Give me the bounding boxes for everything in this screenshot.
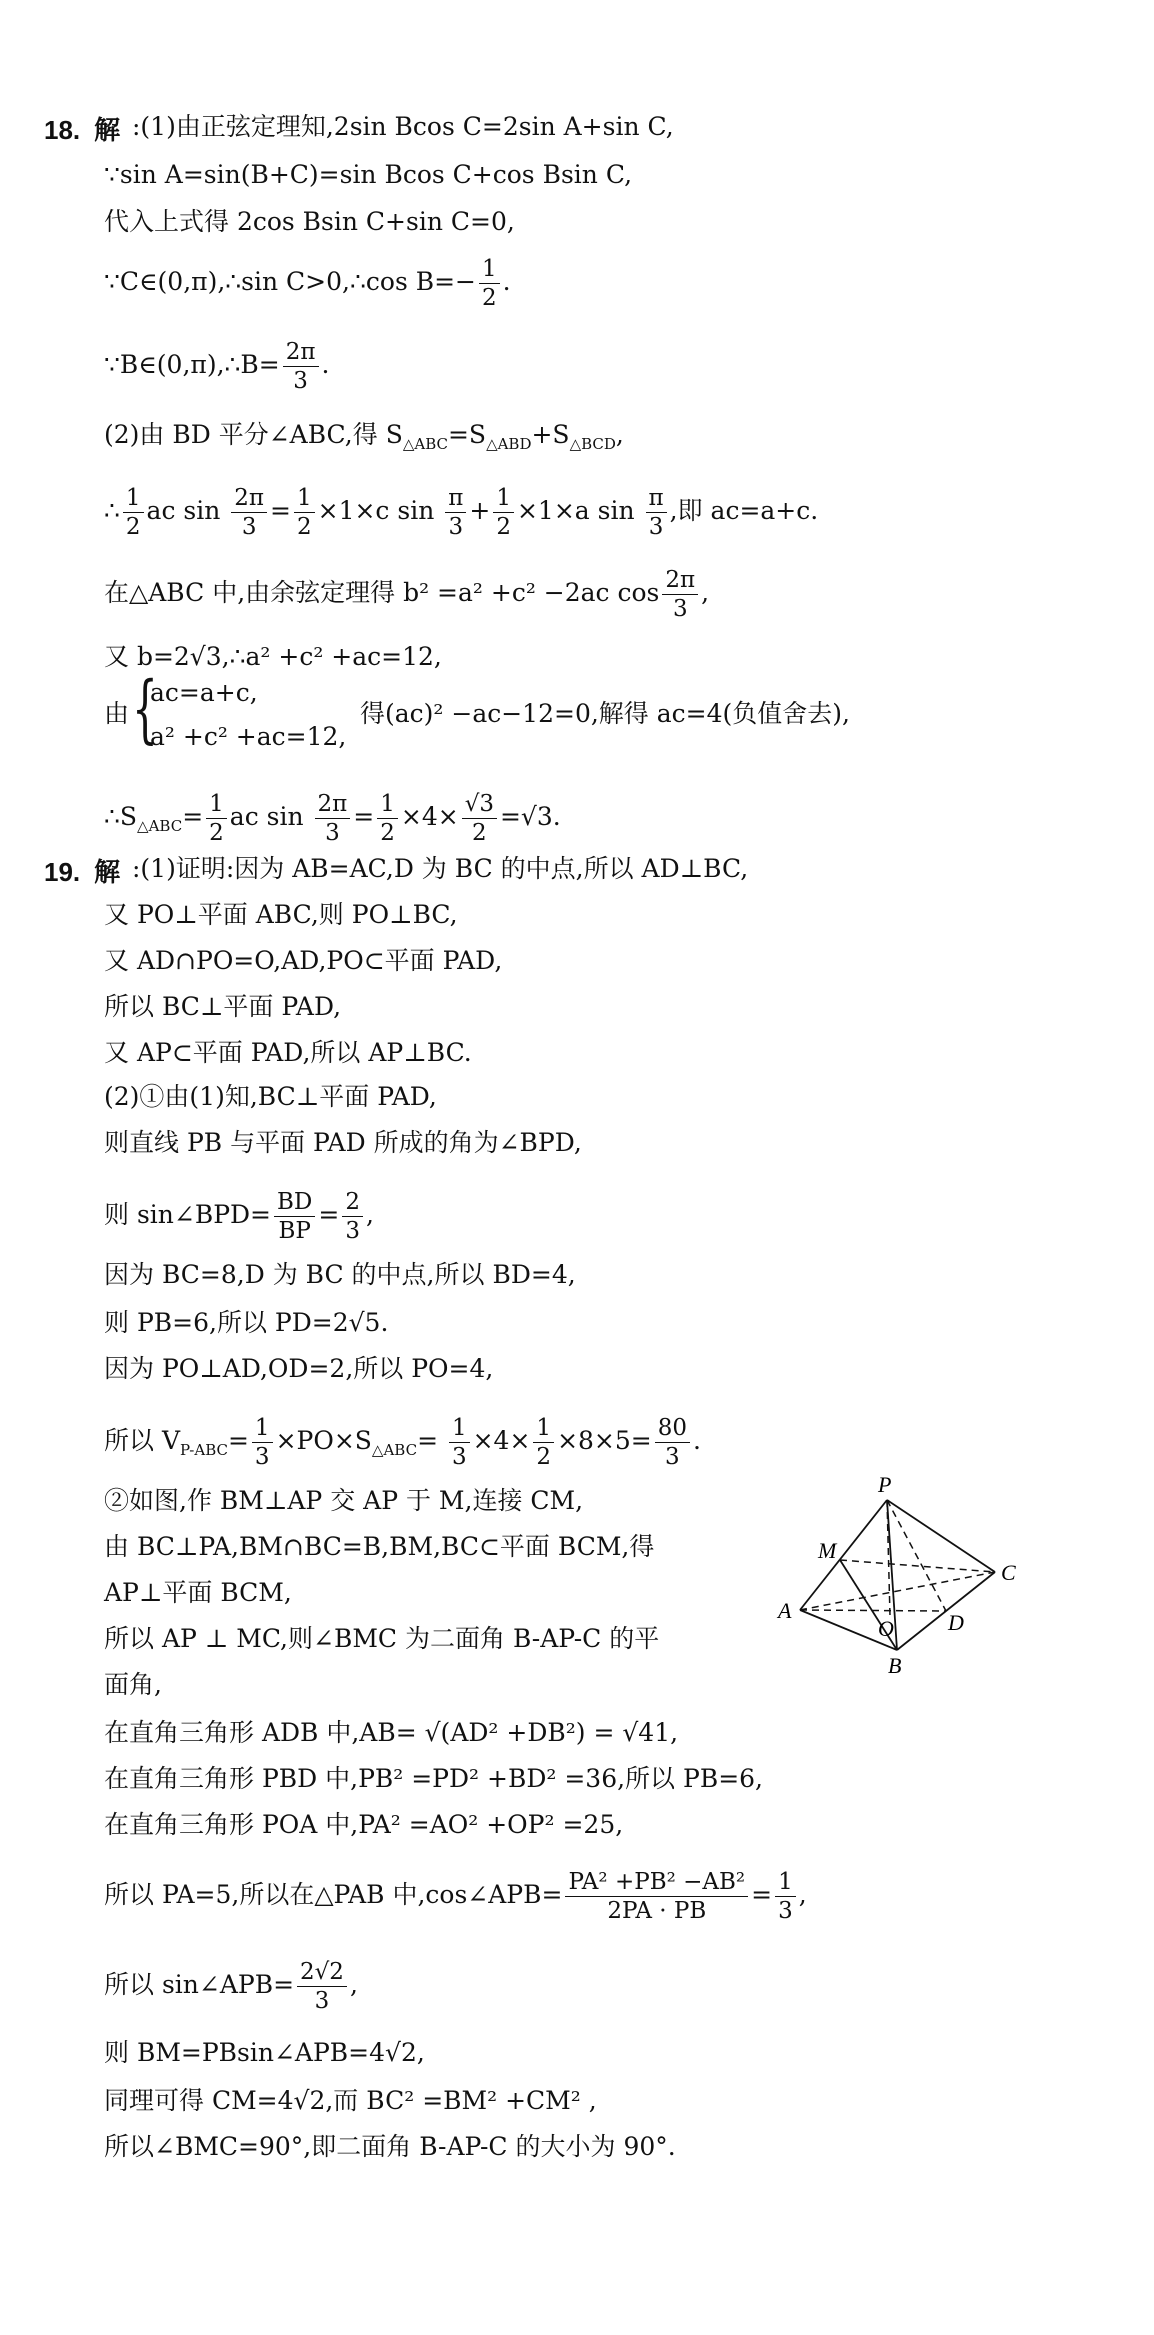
p19-line-22: 所以 sin∠APB= $\frac{2√2}{3}$ ,	[104, 1959, 358, 2014]
p19-line-9: 因为 BC=8,D 为 BC 的中点,所以 BD=4,	[104, 1260, 576, 1289]
p19-line-15: AP⊥平面 BCM,	[104, 1578, 292, 1607]
p18-line-2: ∵sin A=sin(B+C)=sin Bcos C+cos Bsin C,	[104, 160, 633, 189]
label-P: P	[878, 1472, 892, 1497]
edge-AC	[800, 1572, 995, 1610]
system-row-1: ac=a+c,	[150, 678, 258, 707]
p19-line-3: 又 AD∩PO=O,AD,PO⊂平面 PAD,	[104, 946, 503, 975]
p19-line-24: 同理可得 CM=4√2,而 BC² =BM² +CM² ,	[104, 2086, 597, 2115]
edge-MC	[840, 1560, 995, 1572]
p19-line-10: 则 PB=6,所以 PD=2√5.	[104, 1308, 389, 1337]
p18-line-11: $\therefore S_{\triangle ABC}=$ $\frac{1}{2}$ ac sin $\frac{2\pi}{3}$ = $\frac{1}{2}$ ×4× $\frac{√3}{2}$ =√3.	[104, 791, 561, 846]
p19-line-18: 在直角三角形 ADB 中,AB= √(AD² +DB²) = √41,	[104, 1718, 679, 1747]
edge-AD	[800, 1610, 946, 1611]
p19-line-5: 又 AP⊂平面 PAD,所以 AP⊥BC.	[104, 1038, 472, 1067]
p19-line-23: 则 BM=PBsin∠APB=4√2,	[104, 2038, 425, 2067]
p18-line-7: ∴ $\frac{1}{2}$ ac sin $\frac{2\pi}{3}$ = $\frac{1}{2}$ ×1×c sin $\frac{\pi}{3}$ + $\frac{1}{2}$ ×1×a sin $\frac{\pi}{3}$ ,即 ac=a+c.	[104, 485, 819, 540]
p19-line-6: (2)①由(1)知,BC⊥平面 PAD,	[104, 1082, 437, 1111]
label-C: C	[1001, 1560, 1016, 1585]
problem-18-number: 18. 解	[44, 115, 121, 146]
p18-line-10-post: 得(ac)² −ac−12=0,解得 ac=4(负值舍去),	[360, 699, 850, 728]
p18-line-4: ∵C∈(0,π),∴sin C>0,∴cos B=− $\frac{1}{2}$ .	[104, 256, 511, 311]
edge-PC	[887, 1500, 995, 1572]
p18-line-9: 又 b=2√3,∴a² +c² +ac=12,	[104, 642, 442, 671]
edge-PA	[800, 1500, 887, 1610]
p19-line-2: 又 PO⊥平面 ABC,则 PO⊥BC,	[104, 900, 458, 929]
p19-line-12: 所以 $V_{P-ABC}=$ $\frac{1}{3}$ $\times PO\times S_{\triangle ABC}=$ $\frac{1}{3}$ ×4× $\frac{1}{2}$ ×8×5= $\frac{80}{3}$ .	[104, 1415, 701, 1470]
p18-line-1: :(1)由正弦定理知,2sin Bcos C=2sin A+sin C,	[132, 112, 674, 141]
p19-line-25: 所以∠BMC=90°,即二面角 B-AP-C 的大小为 90°.	[104, 2132, 676, 2161]
edge-PD	[887, 1500, 946, 1611]
label-O: O	[878, 1616, 894, 1641]
p19-line-14: 由 BC⊥PA,BM∩BC=B,BM,BC⊂平面 BCM,得	[104, 1532, 655, 1561]
p19-line-1: :(1)证明:因为 AB=AC,D 为 BC 的中点,所以 AD⊥BC,	[132, 854, 749, 883]
p19-line-7: 则直线 PB 与平面 PAD 所成的角为∠BPD,	[104, 1128, 582, 1157]
p19-line-11: 因为 PO⊥AD,OD=2,所以 PO=4,	[104, 1354, 494, 1383]
fraction: $\frac{1}{2}$	[479, 255, 500, 312]
label-D: D	[948, 1610, 964, 1635]
p18-line-10-pre: 由	[104, 699, 130, 728]
system-brace: {	[132, 666, 158, 752]
p19-line-13: ②如图,作 BM⊥AP 交 AP 于 M,连接 CM,	[104, 1486, 584, 1515]
p19-line-20: 在直角三角形 POA 中,PA² =AO² +OP² =25,	[104, 1810, 624, 1839]
p19-line-21: 所以 PA=5,所以在△PAB 中,cos∠APB= $\frac{\text{PA² +PB² −AB²}}{2PA \cdot PB}$ = $\frac{1}{3}$ ,	[104, 1869, 807, 1924]
label-A: A	[778, 1598, 792, 1623]
label-M: M	[818, 1538, 837, 1563]
pyramid-figure	[770, 1470, 1040, 1680]
system-row-2: a² +c² +ac=12,	[150, 722, 347, 751]
p18-line-6: (2)由 BD 平分∠ABC,得 $S_{\triangle ABC}=S_{\triangle ABD}+S_{\triangle BCD}$,	[104, 420, 624, 453]
p19-line-8: 则 sin∠BPD= $\frac{BD}{BP}$ = $\frac{2}{3}$ ,	[104, 1189, 374, 1244]
p18-line-3: 代入上式得 2cos Bsin C+sin C=0,	[104, 207, 515, 236]
p18-line-8: 在△ABC 中,由余弦定理得 b² =a² +c² −2ac cos $\frac{2\pi}{3}$ ,	[104, 567, 710, 622]
problem-19-number: 19. 解	[44, 857, 121, 888]
label-B: B	[888, 1653, 902, 1678]
p19-line-4: 所以 BC⊥平面 PAD,	[104, 992, 342, 1021]
p19-line-16: 所以 AP ⊥ MC,则∠BMC 为二面角 B-AP-C 的平	[104, 1624, 660, 1653]
p19-line-17: 面角,	[104, 1670, 162, 1699]
p18-line-5: ∵B∈(0,π),∴B= $\frac{2\pi}{3}$ .	[104, 339, 330, 394]
p19-line-19: 在直角三角形 PBD 中,PB² =PD² +BD² =36,所以 PB=6,	[104, 1764, 763, 1793]
